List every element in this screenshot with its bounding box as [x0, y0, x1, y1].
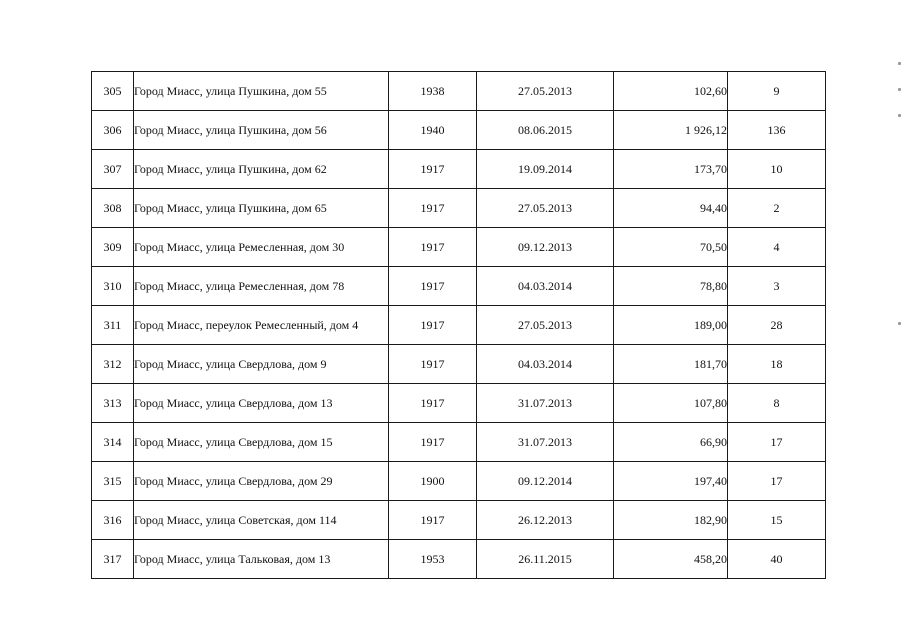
date-cell: 27.05.2013: [477, 189, 614, 228]
year-cell: 1917: [389, 228, 477, 267]
year-cell: 1917: [389, 306, 477, 345]
address-cell: Город Миасс, переулок Ремесленный, дом 4: [134, 306, 389, 345]
address-cell: Город Миасс, улица Свердлова, дом 9: [134, 345, 389, 384]
area-cell: 102,60: [614, 72, 728, 111]
housing-registry-table: [91, 71, 826, 579]
scan-speck: [898, 62, 901, 65]
row-number-cell: 307: [92, 150, 134, 189]
table-row: [92, 150, 826, 189]
date-cell: 31.07.2013: [477, 384, 614, 423]
count-cell: 28: [728, 306, 826, 345]
date-cell: 04.03.2014: [477, 345, 614, 384]
address-cell: Город Миасс, улица Свердлова, дом 15: [134, 423, 389, 462]
row-number-cell: 311: [92, 306, 134, 345]
count-cell: 8: [728, 384, 826, 423]
row-number-cell: 306: [92, 111, 134, 150]
table-row: [92, 111, 826, 150]
date-cell: 26.11.2015: [477, 540, 614, 579]
year-cell: 1940: [389, 111, 477, 150]
address-cell: Город Миасс, улица Ремесленная, дом 30: [134, 228, 389, 267]
year-cell: 1900: [389, 462, 477, 501]
date-cell: 27.05.2013: [477, 306, 614, 345]
year-cell: 1917: [389, 267, 477, 306]
year-cell: 1917: [389, 501, 477, 540]
area-cell: 66,90: [614, 423, 728, 462]
count-cell: 18: [728, 345, 826, 384]
count-cell: 3: [728, 267, 826, 306]
date-cell: 09.12.2014: [477, 462, 614, 501]
count-cell: 17: [728, 423, 826, 462]
count-cell: 2: [728, 189, 826, 228]
table-row: [92, 228, 826, 267]
year-cell: 1917: [389, 384, 477, 423]
row-number-cell: 314: [92, 423, 134, 462]
table-row: [92, 423, 826, 462]
year-cell: 1917: [389, 345, 477, 384]
count-cell: 136: [728, 111, 826, 150]
year-cell: 1917: [389, 423, 477, 462]
area-cell: 189,00: [614, 306, 728, 345]
date-cell: 04.03.2014: [477, 267, 614, 306]
area-cell: 458,20: [614, 540, 728, 579]
table-row: [92, 72, 826, 111]
table-row: [92, 267, 826, 306]
row-number-cell: 313: [92, 384, 134, 423]
row-number-cell: 312: [92, 345, 134, 384]
address-cell: Город Миасс, улица Свердлова, дом 29: [134, 462, 389, 501]
row-number-cell: 310: [92, 267, 134, 306]
date-cell: 27.05.2013: [477, 72, 614, 111]
count-cell: 4: [728, 228, 826, 267]
scan-speck: [898, 88, 901, 91]
area-cell: 107,80: [614, 384, 728, 423]
address-cell: Город Миасс, улица Свердлова, дом 13: [134, 384, 389, 423]
row-number-cell: 317: [92, 540, 134, 579]
area-cell: 173,70: [614, 150, 728, 189]
date-cell: 08.06.2015: [477, 111, 614, 150]
date-cell: 31.07.2013: [477, 423, 614, 462]
count-cell: 15: [728, 501, 826, 540]
year-cell: 1938: [389, 72, 477, 111]
address-cell: Город Миасс, улица Тальковая, дом 13: [134, 540, 389, 579]
scan-speck: [898, 114, 901, 117]
area-cell: 1 926,12: [614, 111, 728, 150]
row-number-cell: 316: [92, 501, 134, 540]
area-cell: 78,80: [614, 267, 728, 306]
row-number-cell: 308: [92, 189, 134, 228]
count-cell: 9: [728, 72, 826, 111]
address-cell: Город Миасс, улица Ремесленная, дом 78: [134, 267, 389, 306]
table-body: [92, 72, 826, 579]
table-row: [92, 384, 826, 423]
area-cell: 197,40: [614, 462, 728, 501]
table-row: [92, 345, 826, 384]
table-row: [92, 462, 826, 501]
table-row: [92, 540, 826, 579]
count-cell: 17: [728, 462, 826, 501]
address-cell: Город Миасс, улица Пушкина, дом 56: [134, 111, 389, 150]
address-cell: Город Миасс, улица Пушкина, дом 65: [134, 189, 389, 228]
table-row: [92, 306, 826, 345]
count-cell: 10: [728, 150, 826, 189]
address-cell: Город Миасс, улица Пушкина, дом 55: [134, 72, 389, 111]
table-row: [92, 189, 826, 228]
row-number-cell: 315: [92, 462, 134, 501]
scan-speck: [898, 322, 901, 325]
address-cell: Город Миасс, улица Пушкина, дом 62: [134, 150, 389, 189]
count-cell: 40: [728, 540, 826, 579]
area-cell: 70,50: [614, 228, 728, 267]
table-row: [92, 501, 826, 540]
year-cell: 1917: [389, 189, 477, 228]
area-cell: 182,90: [614, 501, 728, 540]
address-cell: Город Миасс, улица Советская, дом 114: [134, 501, 389, 540]
row-number-cell: 309: [92, 228, 134, 267]
date-cell: 19.09.2014: [477, 150, 614, 189]
area-cell: 181,70: [614, 345, 728, 384]
area-cell: 94,40: [614, 189, 728, 228]
date-cell: 26.12.2013: [477, 501, 614, 540]
row-number-cell: 305: [92, 72, 134, 111]
date-cell: 09.12.2013: [477, 228, 614, 267]
year-cell: 1953: [389, 540, 477, 579]
year-cell: 1917: [389, 150, 477, 189]
